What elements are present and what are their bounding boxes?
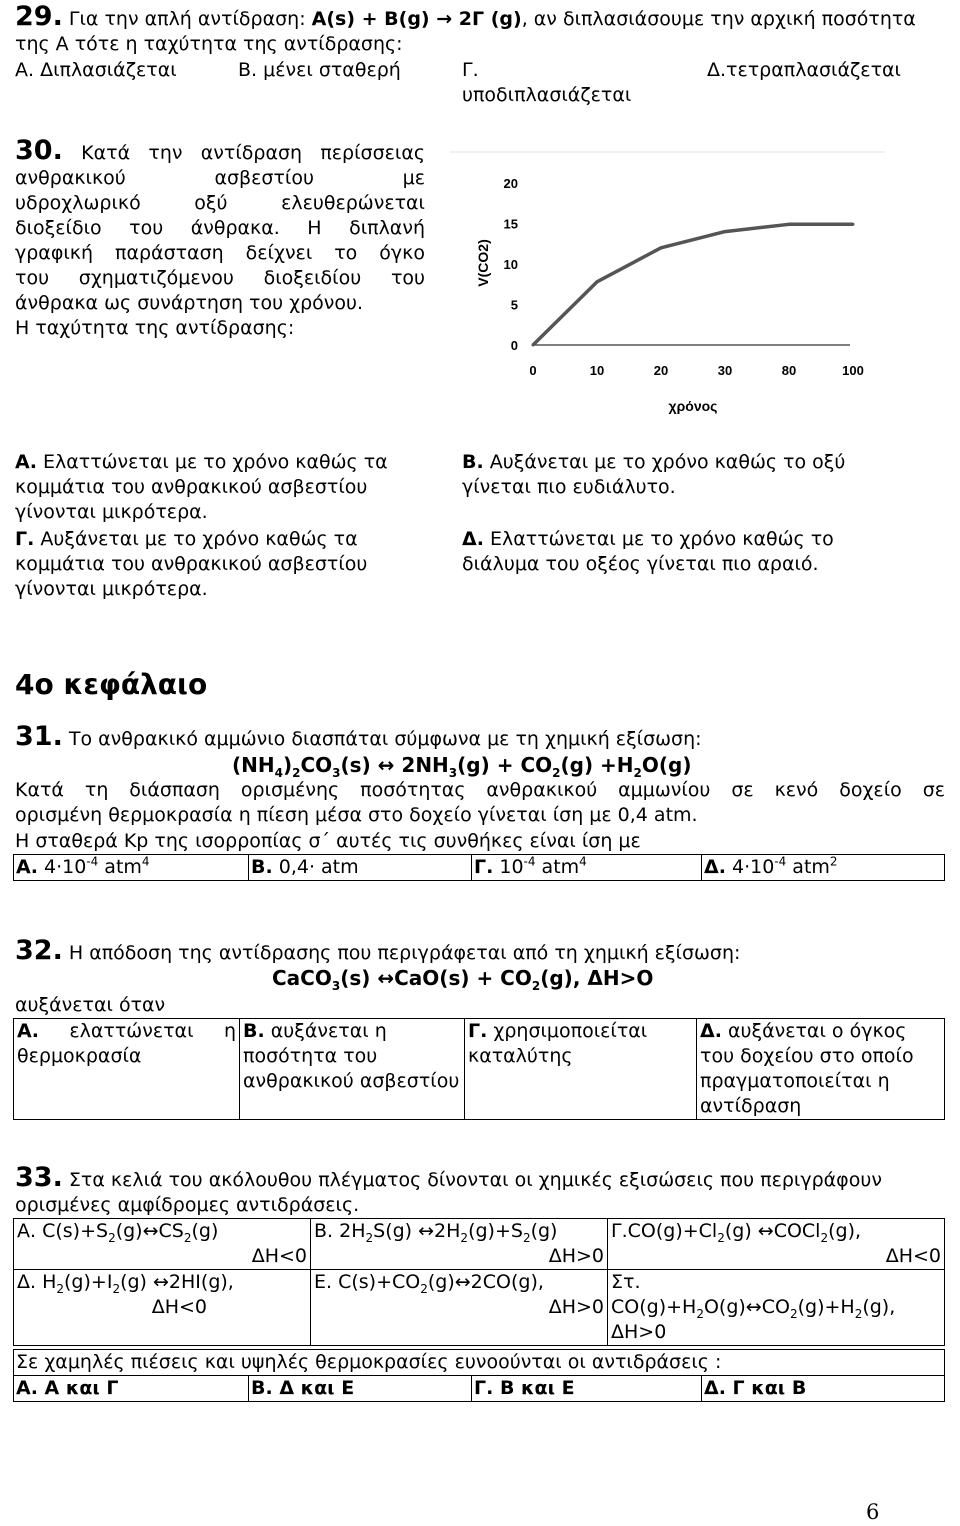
eq-part: O(g) bbox=[641, 753, 692, 777]
eq-part: (g), ΔΗ>Ο bbox=[540, 966, 654, 990]
cell-sub: 2 bbox=[696, 1306, 704, 1321]
q31-option-d-uexp: 2 bbox=[829, 854, 838, 869]
cell-sub: 2 bbox=[183, 1230, 192, 1245]
cell-part: Α. C(s)+S bbox=[17, 1220, 109, 1242]
cell-sub: 2 bbox=[522, 1230, 531, 1245]
q29-option-d: Δ.τετραπλασιάζεται bbox=[707, 59, 901, 81]
q29-number: 29. bbox=[15, 1, 63, 32]
cell-part: (g) bbox=[530, 1220, 558, 1242]
cell-part: O(g)↔CO bbox=[703, 1296, 790, 1318]
q32-number: 32. bbox=[15, 935, 63, 966]
y-tick-label: 5 bbox=[510, 297, 518, 313]
cell-sub: 2 bbox=[420, 1281, 428, 1296]
q30-line: άνθρακα ως συνάρτηση του χρόνου. bbox=[15, 292, 364, 314]
cell-part: S(g) ↔2H bbox=[373, 1220, 461, 1242]
q31-option-a bbox=[14, 855, 249, 881]
q31-intro-text: Το ανθρακικό αμμώνιο διασπάται σύμφωνα με τη χημική εξίσωση: bbox=[68, 728, 702, 750]
q33-number: 33. bbox=[15, 1162, 63, 1193]
cell-sub: 2 bbox=[460, 1230, 469, 1245]
cell-part: Δ. H bbox=[17, 1271, 57, 1293]
q32-option-b-text: αυξάνεται η ποσότητα του ανθρακικού ασβεστίου bbox=[243, 1020, 460, 1092]
cell-part: (g), bbox=[828, 1220, 862, 1242]
q32-option-d-text: αυξάνεται ο όγκος του δοχείου στο οποίο πραγματοποιείται η αντίδραση bbox=[700, 1020, 914, 1117]
eq-part: (s) ↔ 2NH bbox=[340, 753, 449, 777]
q32-equation bbox=[272, 966, 653, 991]
cell-part: (g), bbox=[862, 1296, 896, 1318]
cell-dh: ΔΗ<0 bbox=[151, 1296, 207, 1318]
q30-line: γραφική παράσταση δείχνει το όγκο bbox=[15, 242, 425, 264]
cell-sub: 2 bbox=[365, 1230, 374, 1245]
q31-option-a-base: 4·10 bbox=[37, 856, 87, 878]
eq-part: (g) +H bbox=[560, 753, 634, 777]
q31-option-a-letter: Α. bbox=[16, 856, 38, 878]
eq-sub: 3 bbox=[331, 979, 341, 993]
q33-option-a: Α. Α και Γ bbox=[14, 1376, 249, 1402]
cell-dh: ΔΗ<0 bbox=[885, 1245, 941, 1267]
q31-option-b-text: 0,4· atm bbox=[272, 856, 359, 878]
q33-option-d: Δ. Γ και Β bbox=[702, 1376, 945, 1402]
data-point bbox=[532, 344, 535, 347]
q31-intro bbox=[15, 721, 702, 752]
q32-intro bbox=[15, 935, 741, 966]
q29-text2: , αν διπλασιάσουμε την αρχική ποσότητα της Α τότε η ταχύτητα της αντίδρασης: bbox=[15, 8, 916, 55]
cell-part: Γ.CO(g)+Cl bbox=[611, 1220, 718, 1242]
q33-cell-c bbox=[608, 1219, 945, 1270]
q32-option-d bbox=[697, 1019, 945, 1120]
cell-part: Ε. C(s)+CO bbox=[314, 1271, 421, 1293]
q31-option-c-letter: Γ. bbox=[474, 856, 494, 878]
cell-sub: 2 bbox=[56, 1281, 65, 1296]
eq-sub: 2 bbox=[292, 766, 301, 780]
q31-text1: Κατά τη διάσπαση ορισμένης ποσότητας ανθρακικού αμμωνίου σε κενό δοχείο σε bbox=[15, 779, 945, 801]
q31-option-d-base: 4·10 bbox=[725, 856, 775, 878]
q32-option-c bbox=[465, 1019, 697, 1120]
x-axis-label: χρόνος bbox=[668, 398, 718, 414]
x-tick-label: 10 bbox=[589, 363, 605, 378]
q31-option-d-unit: atm bbox=[786, 856, 830, 878]
q32-option-b bbox=[240, 1019, 465, 1120]
q31-option-d bbox=[702, 855, 945, 881]
x-tick-label: 80 bbox=[781, 363, 797, 378]
q31-option-c bbox=[472, 855, 702, 881]
q32-option-a bbox=[14, 1019, 240, 1120]
cell-part: CO(g)+H bbox=[611, 1296, 697, 1318]
y-axis-label: V(CO2) bbox=[475, 239, 491, 287]
q32-options-table bbox=[13, 1018, 945, 1120]
q32-option-c-text: χρησιμοποιείται καταλύτης bbox=[468, 1020, 648, 1067]
eq-sub: 3 bbox=[332, 766, 341, 780]
q30-option-c bbox=[15, 527, 425, 602]
eq-part: (s) ↔CaO(s) + CO bbox=[340, 966, 532, 990]
q30-option-b-text: Αυξάνεται με το χρόνο καθώς το οξύ γίνεται πιο ευδιάλυτο. bbox=[462, 451, 846, 498]
q31-option-a-exp: -4 bbox=[86, 854, 99, 869]
q31-option-b-letter: Β. bbox=[251, 856, 273, 878]
q31-equation bbox=[232, 753, 692, 778]
data-point bbox=[788, 223, 791, 226]
q29-option-c-label: Γ. υποδιπλασιάζεται bbox=[462, 59, 632, 106]
q33-cell-d bbox=[14, 1270, 311, 1346]
q32-intro-text: Η απόδοση της αντίδρασης που περιγράφεται από τη χημική εξίσωση: bbox=[68, 942, 741, 964]
q31-option-c-base: 10 bbox=[493, 856, 524, 878]
x-tick-label: 0 bbox=[529, 363, 537, 378]
q30-line: ανθρακικού ασβεστίου με bbox=[15, 167, 425, 189]
q30-option-a-text: Ελαττώνεται με το χρόνο καθώς τα κομμάτια του ανθρακικού ασβεστίου γίνονται μικρότερα. bbox=[15, 451, 388, 523]
q33-cell-f bbox=[608, 1270, 945, 1346]
q32-option-a-letter: Α. bbox=[17, 1020, 39, 1042]
q31-text2: ορισμένη θερμοκρασία η πίεση μέσα στο δοχείο γίνεται ίση με 0,4 atm. bbox=[15, 804, 698, 826]
eq-sub: 4 bbox=[274, 766, 283, 780]
cell-part: (g)+I bbox=[64, 1271, 113, 1293]
x-tick-label: 20 bbox=[653, 363, 669, 378]
q31-option-c-exp: -4 bbox=[523, 854, 536, 869]
cell-part: (g) ↔COCl bbox=[724, 1220, 821, 1242]
q31-option-d-letter: Δ. bbox=[704, 856, 726, 878]
eq-sub: 2 bbox=[633, 766, 642, 780]
y-tick-label: 10 bbox=[503, 257, 518, 272]
eq-part: CO bbox=[300, 753, 333, 777]
q31-options-table bbox=[13, 854, 945, 881]
q33-cell-a bbox=[14, 1219, 311, 1270]
q31-option-a-uexp: 4 bbox=[141, 854, 150, 869]
q31-option-a-unit: atm bbox=[98, 856, 142, 878]
q29-option-c bbox=[462, 58, 632, 108]
q29-text bbox=[15, 1, 945, 57]
q33-intro-text: Στα κελιά του ακόλουθου πλέγματος δίνονται οι χημικές εξισώσεις που περιγράφουν ορισμένες αμφίδρομες αντιδράσεις. bbox=[15, 1169, 882, 1216]
y-tick-label: 20 bbox=[503, 176, 518, 191]
q30-text bbox=[15, 135, 425, 341]
x-tick-label: 30 bbox=[717, 363, 733, 378]
q30-option-d-text: Ελαττώνεται με το χρόνο καθώς το διάλυμα του οξέος γίνεται πιο αραιό. bbox=[462, 528, 834, 575]
cell-sub: 2 bbox=[854, 1306, 863, 1321]
q33-option-b: Β. Δ και Ε bbox=[249, 1376, 472, 1402]
eq-part: ) bbox=[282, 753, 293, 777]
cell-part: (g)↔CS bbox=[115, 1220, 184, 1242]
q30-option-b-letter: Β. bbox=[462, 451, 484, 473]
cell-sub: 2 bbox=[820, 1230, 829, 1245]
cell-dh: ΔΗ>0 bbox=[611, 1321, 667, 1343]
cell-dh: ΔΗ>0 bbox=[548, 1296, 604, 1318]
q32-option-d-letter: Δ. bbox=[700, 1020, 722, 1042]
cell-sub: 2 bbox=[112, 1281, 121, 1296]
q33-option-c: Γ. Β και Ε bbox=[472, 1376, 702, 1402]
q30-option-a-letter: Α. bbox=[15, 451, 37, 473]
q31-text3: Η σταθερά Kp της ισορροπίας σ΄ αυτές τις συνθήκες είναι ίση με bbox=[15, 830, 641, 852]
q29-reaction: Α(s) + B(g) → 2Γ (g) bbox=[311, 8, 522, 30]
q30-line: του σχηματιζόμενου διοξειδίου του bbox=[15, 267, 425, 289]
eq-part: (NH bbox=[232, 753, 275, 777]
q30-option-c-text: Αυξάνεται με το χρόνο καθώς τα κομμάτια του ανθρακικού ασβεστίου γίνονται μικρότερα. bbox=[15, 528, 368, 600]
q30-option-d-letter: Δ. bbox=[462, 528, 484, 550]
eq-part: CaCO bbox=[272, 966, 332, 990]
data-point bbox=[596, 280, 599, 283]
data-point bbox=[852, 223, 855, 226]
q33-grid bbox=[13, 1218, 945, 1346]
q30-line: Κατά την αντίδραση περίσσειας bbox=[81, 142, 425, 164]
q31-number: 31. bbox=[15, 721, 63, 752]
q31-option-b bbox=[249, 855, 472, 881]
q30-option-b bbox=[462, 450, 892, 500]
q33-cell-e bbox=[311, 1270, 608, 1346]
q31-option-d-exp: -4 bbox=[774, 854, 787, 869]
q29-option-b: Β. μένει σταθερή bbox=[238, 59, 401, 81]
cell-sub: 2 bbox=[717, 1230, 725, 1245]
q32-option-c-letter: Γ. bbox=[468, 1020, 488, 1042]
cell-part: Στ. bbox=[611, 1271, 641, 1293]
cell-sub: 2 bbox=[789, 1306, 798, 1321]
cell-part: Β. 2H bbox=[314, 1220, 366, 1242]
q33-question: Σε χαμηλές πιέσεις και υψηλές θερμοκρασίες ευνοούνται οι αντιδράσεις : bbox=[14, 1350, 945, 1376]
eq-sub: 2 bbox=[552, 766, 561, 780]
data-point bbox=[724, 230, 727, 233]
q29-text1: Για την απλή αντίδραση: bbox=[68, 8, 306, 30]
q33-intro bbox=[15, 1162, 945, 1218]
q30-line: υδροχλωρικό οξύ ελευθερώνεται bbox=[15, 192, 425, 214]
eq-sub: 3 bbox=[448, 766, 458, 780]
cell-part: (g) ↔2HI(g), bbox=[120, 1271, 234, 1293]
q30-option-a bbox=[15, 450, 425, 525]
q32-option-b-letter: Β. bbox=[243, 1020, 265, 1042]
q30-option-c-letter: Γ. bbox=[15, 528, 35, 550]
cell-part: (g) bbox=[191, 1220, 219, 1242]
cell-dh: ΔΗ<0 bbox=[251, 1245, 307, 1267]
q30-line: Η ταχύτητα της αντίδρασης: bbox=[15, 317, 295, 339]
co2-volume-chart bbox=[440, 145, 890, 420]
x-tick-label: 100 bbox=[842, 363, 864, 378]
cell-sub: 2 bbox=[108, 1230, 116, 1245]
eq-sub: 2 bbox=[531, 979, 541, 993]
eq-part: (g) + CO bbox=[457, 753, 553, 777]
q31-option-c-uexp: 4 bbox=[579, 854, 587, 869]
q30-number: 30. bbox=[15, 135, 63, 166]
q29-option-a: Α. Διπλασιάζεται bbox=[15, 59, 177, 81]
cell-part: (g)+S bbox=[468, 1220, 523, 1242]
data-point bbox=[660, 246, 663, 249]
cell-part: (g)+H bbox=[797, 1296, 855, 1318]
y-tick-label: 15 bbox=[503, 216, 518, 232]
q33-cell-b bbox=[311, 1219, 608, 1270]
y-tick-label: 0 bbox=[510, 338, 518, 353]
q32-increase: αυξάνεται όταν bbox=[15, 994, 166, 1016]
series-line bbox=[533, 224, 853, 345]
q33-question-table bbox=[13, 1349, 945, 1402]
q30-option-d bbox=[462, 527, 892, 577]
page-number: 6 bbox=[866, 1500, 880, 1524]
q32-option-a-text: ελαττώνεται η θερμοκρασία bbox=[17, 1020, 236, 1067]
cell-part: (g)↔2CO(g), bbox=[427, 1271, 544, 1293]
q30-line: διοξείδιο του άνθρακα. Η διπλανή bbox=[15, 217, 425, 239]
chapter-title: 4ο κεφάλαιο bbox=[15, 668, 208, 701]
cell-dh: ΔΗ>0 bbox=[548, 1245, 604, 1267]
q31-option-c-unit: atm bbox=[535, 856, 580, 878]
